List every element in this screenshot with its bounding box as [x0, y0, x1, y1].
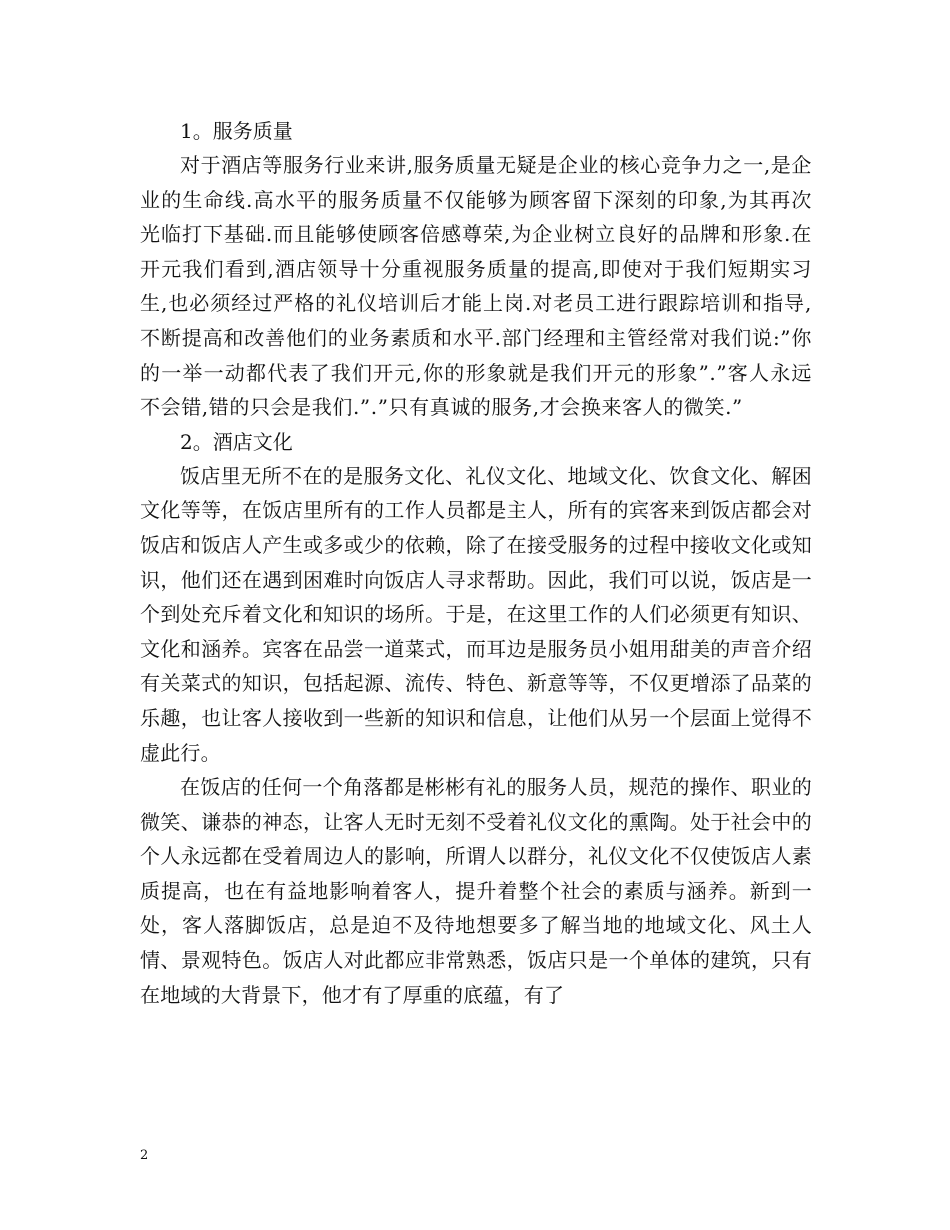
paragraph: 饭店里无所不在的是服务文化、礼仪文化、地域文化、饮食文化、解困文化等等，在饭店里所有的工作人员都是主人，所有的宾客来到饭店都会对饭店和饭店人产生或多或少的依赖，除了在接受服务的过程中接收文化或知识，他们还在遇到困难时向饭店人寻求帮助。因此，我们可以说，饭店是一个到处充斥着文化和知识的场所。于是，在这里工作的人们必须更有知识、文化和涵养。宾客在品尝一道菜式，而耳边是服务员小姐用甜美的声音介绍有关菜式的知识，包括起源、流传、特色、新意等等，不仅更增添了品菜的乐趣，也让客人接收到一些新的知识和信息，让他们从另一个层面上觉得不虚此行。 — [140, 463, 812, 765]
paragraph: 对于酒店等服务行业来讲,服务质量无疑是企业的核心竞争力之一,是企业的生命线.高水平的服务质量不仅能够为顾客留下深刻的印象,为其再次光临打下基础.而且能够使顾客倍感尊荣,为企业树立良好的品牌和形象.在开元我们看到,酒店领导十分重视服务质量的提高,即使对于我们短期实习生,也必须经过严格的礼仪培训后才能上岗.对老员工进行跟踪培训和指导,不断提高和改善他们的业务素质和水平.部门经理和主管经常对我们说:”你的一举一动都代表了我们开元,你的形象就是我们开元的形象”.”客人永远不会错,错的只会是我们.”.”只有真诚的服务,才会换来客人的微笑.” — [140, 153, 812, 420]
page-number: 2 — [140, 1148, 149, 1163]
paragraph: 在饭店的任何一个角落都是彬彬有礼的服务人员，规范的操作、职业的微笑、谦恭的神态，让客人无时无刻不受着礼仪文化的熏陶。处于社会中的个人永远都在受着周边人的影响，所谓人以群分，礼仪文化不仅使饭店人素质提高，也在有益地影响着客人，提升着整个社会的素质与涵养。新到一处，客人落脚饭店，总是迫不及待地想要多了解当地的地域文化、风土人情、景观特色。饭店人对此都应非常熟悉，饭店只是一个单体的建筑，只有在地域的大背景下，他才有了厚重的底蕴，有了 — [140, 775, 812, 1007]
section-hotel-culture — [140, 425, 812, 1013]
section-heading: 2。酒店文化 — [180, 429, 293, 454]
section-heading: 1。服务质量 — [180, 119, 293, 143]
page-content — [140, 114, 812, 1012]
section-service-quality — [140, 114, 812, 425]
